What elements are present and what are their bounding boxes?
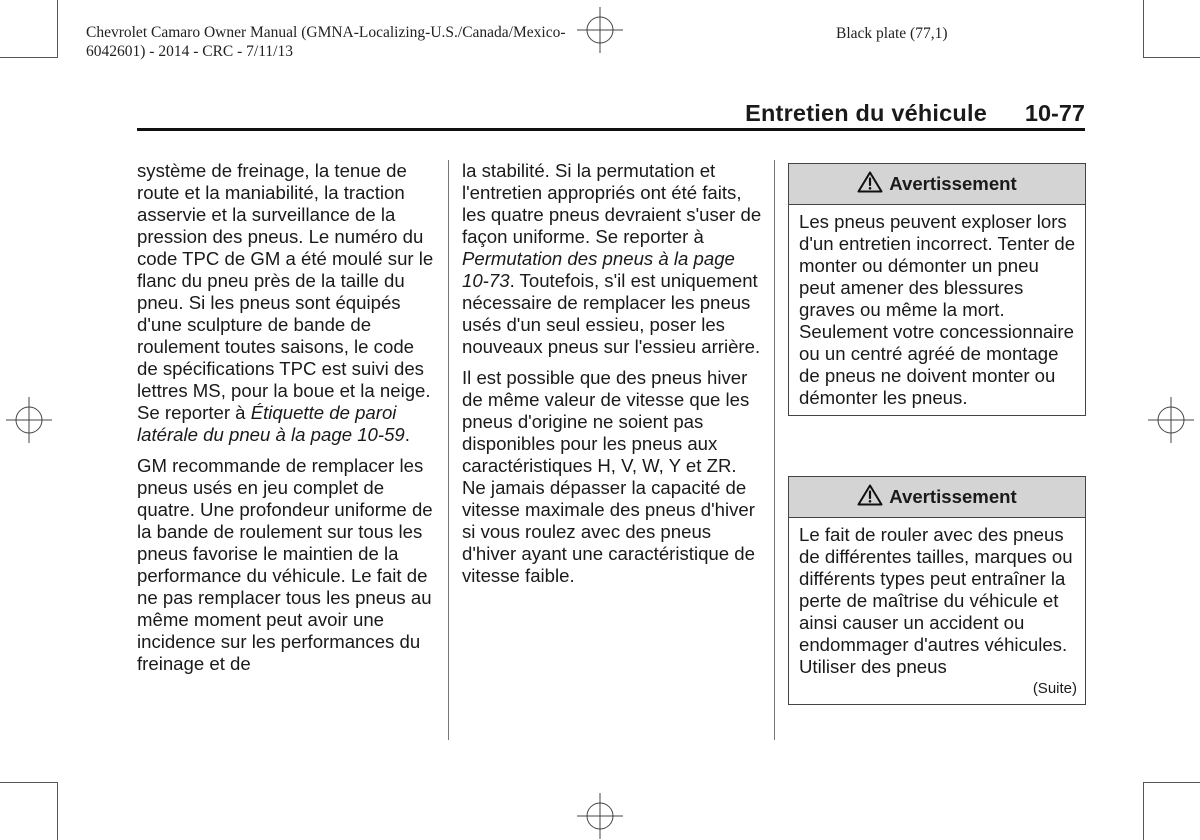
crop-mark-bottom-right-v <box>1143 782 1144 840</box>
print-metadata <box>86 23 606 61</box>
crop-mark-top-right-h <box>1143 57 1200 58</box>
warning-body <box>789 518 1085 704</box>
crop-mark-top-right-v <box>1143 0 1144 58</box>
continued-label: (Suite) <box>1032 680 1077 697</box>
warning-title: Avertissement <box>889 486 1017 507</box>
warning-header <box>789 477 1085 518</box>
registration-mark-left <box>6 397 52 443</box>
warning-triangle-icon <box>857 484 883 511</box>
paragraph-text: . Toutefois, s'il est uniquement nécessaire de remplacer les pneus usés d'un seul essieu, poser les nouveaux pneus sur l'essieu arrière. <box>462 270 761 357</box>
paragraph-text: . <box>404 424 410 445</box>
warning-box <box>788 476 1086 705</box>
crop-mark-bottom-left-v <box>57 782 58 840</box>
paragraph-text: la stabilité. Si la permutation et l'entretien appropriés ont été faits, les quatre pneus devraient s'user de façon uniforme. Se reporter à <box>462 160 762 247</box>
print-metadata-line1: Chevrolet Camaro Owner Manual (GMNA-Localizing-U.S./Canada/Mexico- <box>86 24 566 41</box>
column-divider <box>774 160 775 740</box>
page-header <box>137 100 1085 131</box>
registration-mark-top <box>577 7 623 53</box>
paragraph <box>462 160 762 358</box>
column-divider <box>448 160 449 740</box>
warning-title: Avertissement <box>889 173 1017 194</box>
warning-box <box>788 163 1086 416</box>
warning-body-text: Le fait de rouler avec des pneus de différentes tailles, marques ou différents types peut entraîner la perte de maîtrise du véhicule et ainsi causer un accident ou endommager d'autres véhicules. Utiliser des pneus <box>799 524 1073 677</box>
page-number: 10-77 <box>1024 100 1085 126</box>
plate-label: Black plate (77,1) <box>836 25 948 42</box>
warning-body: Les pneus peuvent exploser lors d'un entretien incorrect. Tenter de monter ou démonter un pneu peut amener des blessures graves ou même la mort. Seulement votre concessionnaire ou un centré agréé de montage de pneus ne doivent monter ou démonter les pneus. <box>799 211 1076 408</box>
warning-header <box>789 164 1085 205</box>
warning-triangle-icon <box>857 171 883 198</box>
crop-mark-top-left-h <box>0 57 58 58</box>
crop-mark-bottom-right-h <box>1143 782 1200 783</box>
paragraph <box>137 160 437 446</box>
text-column-1 <box>137 160 437 684</box>
crop-mark-bottom-left-h <box>0 782 58 783</box>
registration-mark-bottom <box>577 793 623 839</box>
paragraph: GM recommande de remplacer les pneus usés en jeu complet de quatre. Une profondeur uniforme de la bande de roulement sur tous les pneus favorise le maintien de la performance du véhicule. Le fait de ne pas remplacer tous les pneus au même moment peut avoir une incidence sur les performances du freinage et de <box>137 455 433 674</box>
paragraph: Il est possible que des pneus hiver de même valeur de vitesse que les pneus d'origine ne soient pas disponibles pour les pneus aux caractéristiques H, V, W, Y et ZR. Ne jamais dépasser la capacité de vitesse maximale des pneus d'hiver si vous roulez avec des pneus d'hiver ayant une caractéristique de vitesse faible. <box>462 367 755 586</box>
print-metadata-line2: 6042601) - 2014 - CRC - 7/11/13 <box>86 43 293 60</box>
crop-mark-top-left-v <box>57 0 58 58</box>
cross-reference: Permutation des pneus à la page 10-73 <box>462 248 735 291</box>
registration-mark-right <box>1148 397 1194 443</box>
paragraph-text: système de freinage, la tenue de route et la maniabilité, la traction asservie et la surveillance de la pression des pneus. Le numéro du code TPC de GM a été moulé sur le flanc du pneu près de la taille du pneu. Si les pneus sont équipés d'une sculpture de bande de roulement toutes saisons, le code de spécifications TPC est suivi des lettres MS, pour la boue et la neige. Se reporter à <box>137 160 434 423</box>
text-column-2 <box>462 160 762 596</box>
section-title: Entretien du véhicule <box>745 100 987 126</box>
cross-reference: Étiquette de paroi latérale du pneu à la page 10-59 <box>137 402 405 445</box>
